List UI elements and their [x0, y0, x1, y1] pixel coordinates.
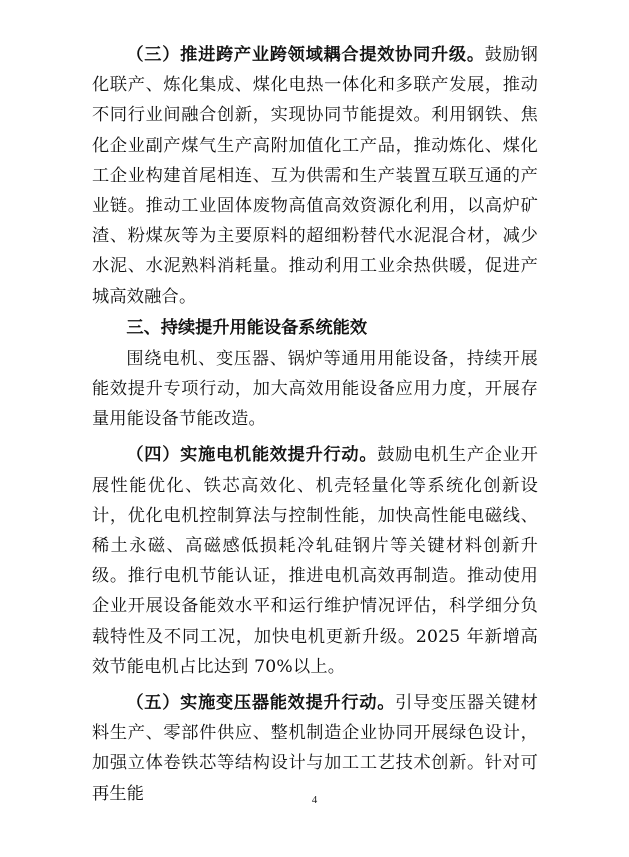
section-heading: 三、持续提升用能设备系统能效 — [126, 317, 368, 338]
page-number: 4 — [311, 794, 318, 806]
paragraph-section-intro — [92, 344, 538, 435]
paragraph-text: 引导变压器关键材料生产、零部件供应、整机制造企业协同开展绿色设计，加强立体卷铁芯等结构设计与加工工艺技术创新。针对可再生能 — [92, 693, 538, 804]
paragraph-lead: （五）实施变压器能效提升行动。 — [126, 693, 396, 714]
paragraph-text: 鼓励电机生产企业开展性能优化、铁芯高效化、机壳轻量化等系统化创新设计，优化电机控制算法与控制性能，加快高性能电磁线、稀土永磁、高磁感低损耗冷轧硅钢片等关键材料创新升级。推行电机节能认证，推进电机高效再制造。推动使用企业开展设备能效水平和运行维护情况评估，科学细分负载特性及不同工况，加快电机更新升级。2025 年新增高效节能电机占比达到 70%以上。 — [92, 445, 538, 677]
paragraph-lead: （三）推进跨产业跨领域耦合提效协同升级。 — [126, 45, 485, 65]
paragraph-text: 围绕电机、变压器、锅炉等通用用能设备，持续开展能效提升专项行动，加大高效用能设备应用力度，开展存量用能设备节能改造。 — [92, 348, 538, 430]
document-body — [92, 40, 538, 809]
paragraph-transformer-efficiency — [92, 688, 538, 809]
paragraph-lead: （四）实施电机能效提升行动。 — [126, 445, 378, 466]
paragraph-text: 鼓励钢化联产、炼化集成、煤化电热一体化和多联产发展，推动不同行业间融合创新，实现协同节能提效。利用钢铁、焦化企业副产煤气生产高附加值化工产品，推动炼化、煤化工企业构建首尾相连、互为供需和生产装置互联互通的产业链。推动工业固体废物高值高效资源化利用，以高炉矿渣、粉煤灰等为主要原料的超细粉替代水泥混合材，减少水泥、水泥熟料消耗量。推动利用工业余热供暖，促进产城高效融合。 — [92, 45, 538, 307]
paragraph-coupling-upgrade — [92, 40, 538, 312]
paragraph-motor-efficiency — [92, 440, 538, 682]
